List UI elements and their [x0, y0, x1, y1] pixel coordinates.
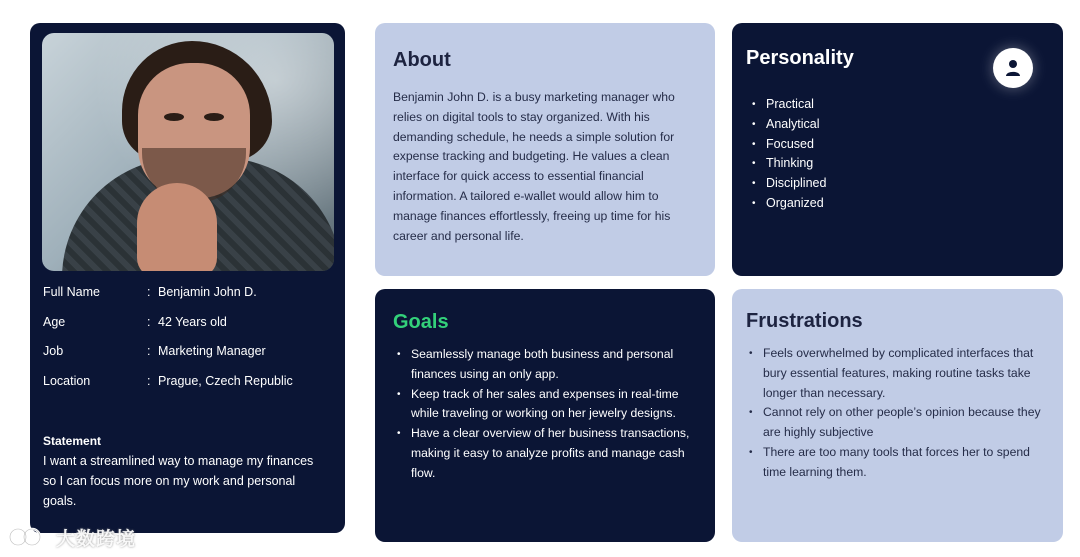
info-separator: : [147, 344, 151, 358]
info-label: Job [43, 344, 64, 358]
info-value: 42 Years old [158, 315, 227, 329]
frustrations-list [746, 344, 1056, 483]
profile-card [30, 23, 345, 533]
personality-trait: • Practical [749, 95, 826, 115]
personality-trait: • Disciplined [749, 174, 826, 194]
statement-text: I want a streamlined way to manage my finances so I can focus more on my work and personal goals. [43, 454, 314, 508]
goal-item: • Have a clear overview of her business transactions, making it easy to analyze profits and manage cash flow. [394, 424, 706, 483]
info-value: Marketing Manager [158, 344, 266, 358]
frustration-item: • Cannot rely on other people’s opinion because they are highly subjective [746, 403, 1056, 443]
persona-photo [42, 33, 334, 271]
frustrations-card [732, 289, 1063, 542]
goals-card [375, 289, 715, 542]
frustrations-title: Frustrations [746, 310, 863, 332]
about-title: About [393, 49, 451, 71]
personality-trait: • Organized [749, 194, 826, 214]
personality-list [749, 95, 826, 214]
about-text: Benjamin John D. is a busy marketing manager who relies on digital tools to stay organized. With his demanding schedule, he needs a simple solution for expense tracking and budgeting. He values a clean interface for quick access to essential financial information. A tailored e-wallet would allow him to manage finances effortlessly, freeing up time for his career and personal life. [393, 90, 675, 243]
info-separator: : [147, 374, 151, 388]
info-label: Full Name [43, 285, 100, 299]
info-label: Location [43, 374, 91, 388]
goals-title: Goals [393, 311, 449, 333]
info-value: Prague, Czech Republic [158, 374, 293, 388]
statement-title: Statement [43, 434, 102, 448]
info-value: Benjamin John D. [158, 285, 257, 299]
goal-item: • Keep track of her sales and expenses in real-time while traveling or working on her jewelry designs. [394, 385, 706, 425]
frustration-item: • Feels overwhelmed by complicated interfaces that bury essential features, making routine tasks take longer than necessary. [746, 344, 1056, 403]
about-card [375, 23, 715, 276]
info-separator: : [147, 285, 151, 299]
user-icon [993, 48, 1033, 88]
personality-trait: • Analytical [749, 115, 826, 135]
goal-item: • Seamlessly manage both business and personal finances using an only app. [394, 345, 706, 385]
personality-trait: • Thinking [749, 154, 826, 174]
frustration-item: • There are too many tools that forces her to spend time learning them. [746, 443, 1056, 483]
goals-list [394, 345, 706, 484]
info-separator: : [147, 315, 151, 329]
watermark-logo-icon [8, 525, 50, 549]
personality-card [732, 23, 1063, 276]
personality-title: Personality [746, 47, 854, 69]
watermark-text: 大数跨境 [56, 528, 137, 550]
watermark [8, 523, 136, 551]
personality-trait: • Focused [749, 135, 826, 155]
info-label: Age [43, 315, 66, 329]
